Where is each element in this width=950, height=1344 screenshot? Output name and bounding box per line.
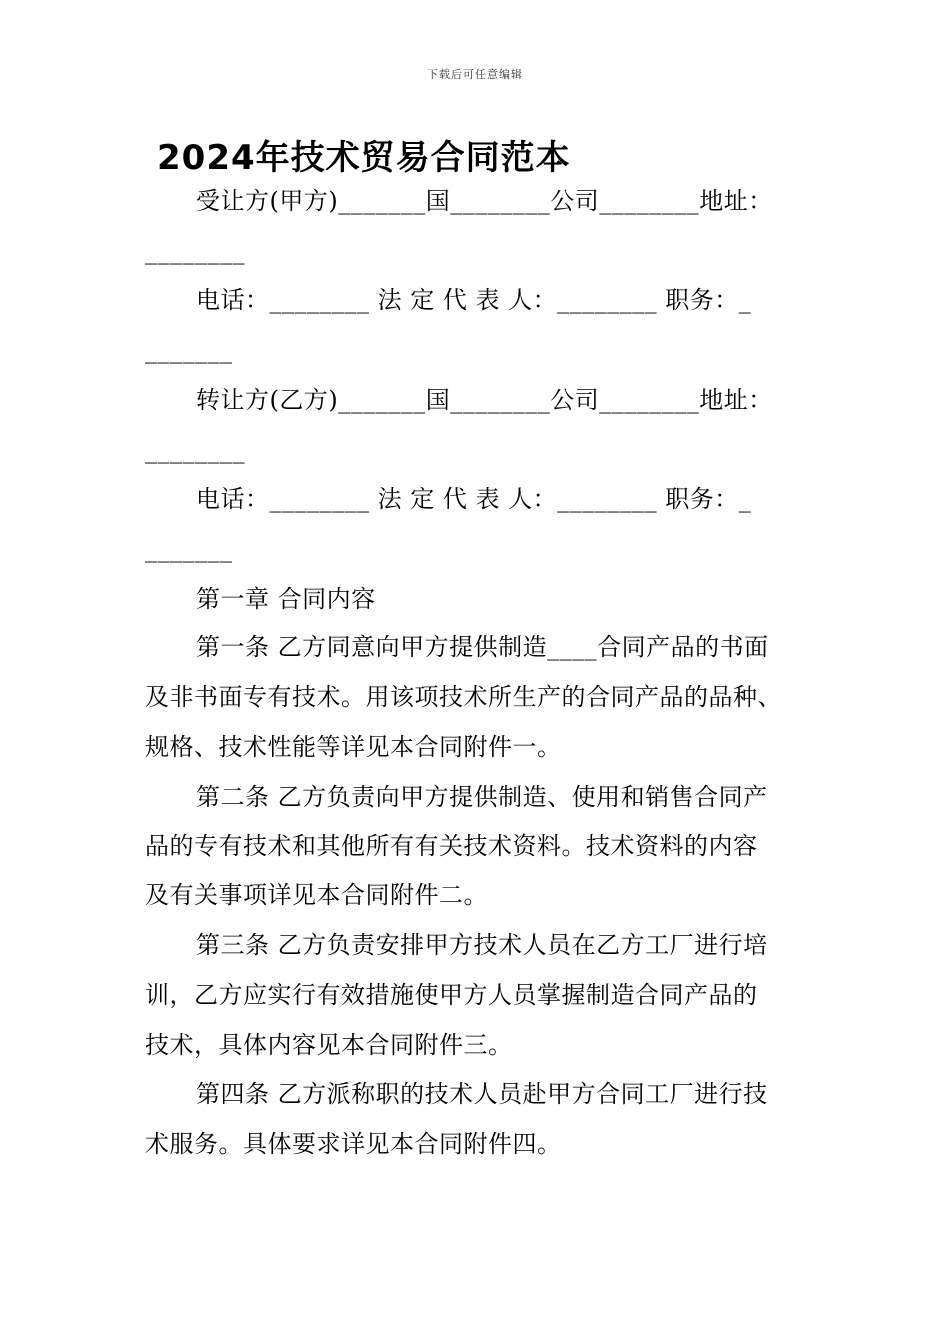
document-title: 2024年技术贸易合同范本 xyxy=(157,138,571,178)
article-1-line-2: 及非书面专有技术。用该项技术所生产的合同产品的品种、 xyxy=(145,683,782,711)
header-note: 下载后可任意编辑 xyxy=(427,68,523,81)
party-b-position-blank: _______ xyxy=(145,535,233,563)
party-a-line: 受让方(甲方)_______国________公司________地址： xyxy=(196,187,773,215)
party-a-address-blank: ________ xyxy=(145,237,245,265)
article-3-line-2: 训，乙方应实行有效措施使甲方人员掌握制造合同产品的 xyxy=(145,981,758,1009)
article-2-line-1: 第二条 乙方负责向甲方提供制造、使用和销售合同产 xyxy=(196,783,768,811)
article-1-line-3: 规格、技术性能等详见本合同附件一。 xyxy=(145,733,562,761)
party-a-position-blank: _______ xyxy=(145,336,233,364)
article-3-line-3: 技术，具体内容见本合同附件三。 xyxy=(145,1031,513,1059)
party-b-contact-line: 电话：________ 法 定 代 表 人：________ 职务：_ xyxy=(196,485,752,513)
party-a-contact-line: 电话：________ 法 定 代 表 人：________ 职务：_ xyxy=(196,286,752,314)
article-1-line-1: 第一条 乙方同意向甲方提供制造____合同产品的书面 xyxy=(196,633,769,661)
chapter-heading: 第一章 合同内容 xyxy=(196,585,376,613)
article-2-line-3: 及有关事项详见本合同附件二。 xyxy=(145,881,488,909)
party-b-address-blank: ________ xyxy=(145,436,245,464)
article-4-line-2: 术服务。具体要求详见本合同附件四。 xyxy=(145,1130,562,1158)
article-3-line-1: 第三条 乙方负责安排甲方技术人员在乙方工厂进行培 xyxy=(196,931,768,959)
article-2-line-2: 品的专有技术和其他所有有关技术资料。技术资料的内容 xyxy=(145,832,758,860)
party-b-line: 转让方(乙方)_______国________公司________地址： xyxy=(196,386,773,414)
article-4-line-1: 第四条 乙方派称职的技术人员赴甲方合同工厂进行技 xyxy=(196,1080,768,1108)
